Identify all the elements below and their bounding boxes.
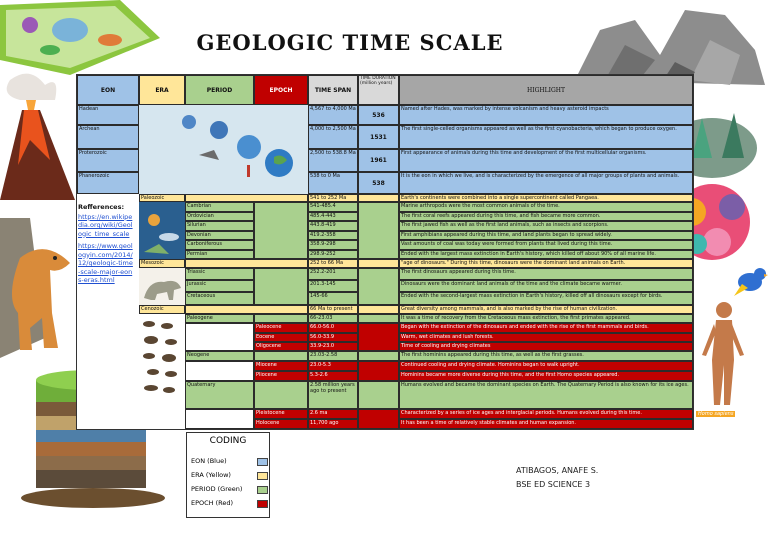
epoch-duration bbox=[358, 323, 399, 351]
coding-swatch bbox=[257, 500, 268, 508]
era-filler bbox=[185, 259, 308, 268]
coding-item-label: ERA (Yellow) bbox=[191, 471, 231, 479]
epoch-name: Eocene bbox=[254, 333, 308, 343]
epoch-span: 11,700 ago bbox=[308, 419, 358, 429]
header-era: ERA bbox=[139, 75, 185, 105]
epoch-name: Pliocene bbox=[254, 371, 308, 381]
period-epoch-filler bbox=[254, 381, 308, 409]
epoch-duration bbox=[358, 409, 399, 429]
neogene-blank bbox=[185, 361, 254, 381]
paleogene-blank bbox=[185, 323, 254, 351]
period-span: 541-485.4 bbox=[308, 202, 358, 212]
period-name: Devonian bbox=[185, 231, 254, 241]
period-duration bbox=[358, 351, 399, 361]
epoch-span: 56.0-33.9 bbox=[308, 333, 358, 343]
period-epoch-filler bbox=[254, 268, 308, 305]
period-highlight: First amphibians appeared during this time, and land plants began to spread widely. bbox=[399, 231, 693, 241]
era-filler bbox=[185, 305, 308, 314]
epoch-span: 2.6 ma bbox=[308, 409, 358, 419]
period-duration bbox=[358, 381, 399, 409]
coding-swatch bbox=[257, 486, 268, 494]
period-name: Neogene bbox=[185, 351, 254, 361]
period-duration bbox=[358, 268, 399, 305]
eon-duration: 536 bbox=[358, 105, 399, 125]
paleozoic-fossil-image bbox=[139, 202, 185, 259]
period-name: Carboniferous bbox=[185, 240, 254, 250]
period-highlight: The first coral reefs appeared during this time, and fish became more common. bbox=[399, 212, 693, 222]
eon-highlight: It is the eon in which we live, and is characterized by the emergence of all major groups of plants and animals. bbox=[399, 172, 693, 194]
page-title: GEOLOGIC TIME SCALE bbox=[196, 30, 504, 55]
period-name: Triassic bbox=[185, 268, 254, 280]
period-name: Paleogene bbox=[185, 314, 254, 323]
human-illustration bbox=[698, 300, 750, 410]
period-span: 443.8-419 bbox=[308, 221, 358, 231]
period-name: Cambrian bbox=[185, 202, 254, 212]
header-time-duration: TIME DURATION (million years) bbox=[358, 75, 399, 105]
bird-illustration bbox=[732, 262, 768, 298]
epoch-highlight: Began with the extinction of the dinosaurs and ended with the rise of the first mammals and birds. bbox=[399, 323, 693, 333]
period-span: 201.3-145 bbox=[308, 280, 358, 292]
epoch-highlight: Time of cooling and drying climates bbox=[399, 342, 693, 351]
period-highlight: Ended with the second-largest mass extinction in Earth's history, killed off all dinosaurs except for birds. bbox=[399, 292, 693, 305]
period-duration bbox=[358, 202, 399, 259]
reference-link[interactable]: https://en.wikipedia.org/wiki/Geologic_time_scale bbox=[78, 212, 133, 238]
epoch-span: 5.3-2.6 bbox=[308, 371, 358, 381]
eon-span: 4,567 to 4,000 Ma bbox=[308, 105, 358, 125]
period-name: Ordovician bbox=[185, 212, 254, 222]
coding-swatch bbox=[257, 472, 268, 480]
period-highlight: Marine arthropods were the most common animals of the time. bbox=[399, 202, 693, 212]
era-duration bbox=[358, 194, 399, 202]
epoch-name: Pleistocene bbox=[254, 409, 308, 419]
earth-evolution-image bbox=[139, 105, 308, 194]
plant-cell-illustration bbox=[0, 0, 160, 75]
period-span: 2.58 million years ago to present bbox=[308, 381, 358, 409]
period-highlight: Humans evolved and became the dominant species on Earth. The Quaternary Period is also known for its ice ages. bbox=[399, 381, 693, 409]
mesozoic-dinosaur-image bbox=[139, 268, 185, 305]
eon-name: Hadean bbox=[77, 105, 139, 125]
period-highlight: It was a time of recovery from the Cretaceous mass extinction, the first primates appeared. bbox=[399, 314, 693, 323]
period-highlight: Vast amounts of coal was today were formed from plants that lived during this time. bbox=[399, 240, 693, 250]
trex-illustration bbox=[0, 218, 78, 358]
period-span: 298.9-252 bbox=[308, 250, 358, 260]
era-span: 541 to 252 Ma bbox=[308, 194, 358, 202]
epoch-highlight: Continued cooling and drying climate. Hominins began to walk upright. bbox=[399, 361, 693, 371]
eon-duration: 1531 bbox=[358, 125, 399, 149]
era-span: 66 Ma to present bbox=[308, 305, 358, 314]
epoch-highlight: It has been a time of relatively stable climates and human expansion. bbox=[399, 419, 693, 429]
author-name: ATIBAGOS, ANAFE S. bbox=[516, 466, 599, 475]
eon-highlight: The first single-celled organisms appeared as well as the first cyanobacteria, which began to produce oxygen. bbox=[399, 125, 693, 149]
period-epoch-filler bbox=[254, 314, 308, 323]
era-name: Cenozoic bbox=[139, 305, 185, 314]
eon-highlight: First appearance of animals during this time and development of the first multicellular organisms. bbox=[399, 149, 693, 172]
references bbox=[78, 203, 134, 285]
eon-span: 4,000 to 2,500 Ma bbox=[308, 125, 358, 149]
period-name: Jurassic bbox=[185, 280, 254, 292]
eon-name: Phanerozoic bbox=[77, 172, 139, 194]
eon-span: 538 to 0 Ma bbox=[308, 172, 358, 194]
era-span: 252 to 66 Ma bbox=[308, 259, 358, 268]
era-name: Mesozoic bbox=[139, 259, 185, 268]
eon-duration: 1961 bbox=[358, 149, 399, 172]
epoch-highlight: Characterized by a series of ice ages and interglacial periods. Humans evolved during this time. bbox=[399, 409, 693, 419]
era-filler bbox=[185, 194, 308, 202]
period-name: Quaternary bbox=[185, 381, 254, 409]
period-span: 485.4-443 bbox=[308, 212, 358, 222]
epoch-highlight: Hominins became more diverse during this time, and the first Homo species appeared. bbox=[399, 371, 693, 381]
period-span: 252.2-201 bbox=[308, 268, 358, 280]
era-duration bbox=[358, 305, 399, 314]
period-span: 66-23.03 bbox=[308, 314, 358, 323]
era-name: Paleozoic bbox=[139, 194, 185, 202]
author-block bbox=[516, 464, 598, 492]
period-span: 358.9-298 bbox=[308, 240, 358, 250]
eon-duration: 538 bbox=[358, 172, 399, 194]
coding-legend bbox=[186, 432, 270, 518]
geologic-time-table bbox=[76, 74, 694, 430]
epoch-span: 33.9-23.0 bbox=[308, 342, 358, 351]
homo-sapiens-label: Homo sapiens bbox=[698, 411, 734, 417]
coding-title: CODING bbox=[209, 436, 247, 446]
era-highlight: Great diversity among mammals, and is also marked by the rise of human civilization. bbox=[399, 305, 693, 314]
epoch-name: Holocene bbox=[254, 419, 308, 429]
epoch-span: 66.0-56.0 bbox=[308, 323, 358, 333]
coding-swatch bbox=[257, 458, 268, 466]
coding-item-label: EPOCH (Red) bbox=[191, 499, 234, 507]
period-highlight: Dinosaurs were the dominant land animals of the time and the climate became warmer. bbox=[399, 280, 693, 292]
header-epoch: EPOCH bbox=[254, 75, 308, 105]
era-highlight: Earth's continents were combined into a single supercontinent called Pangaea. bbox=[399, 194, 693, 202]
epoch-duration bbox=[358, 361, 399, 381]
eon-span: 2,500 to 538.8 Ma bbox=[308, 149, 358, 172]
eon-highlight: Named after Hades, was marked by intense volcanism and heavy asteroid impacts bbox=[399, 105, 693, 125]
period-name: Silurian bbox=[185, 221, 254, 231]
period-highlight: The first dinosaurs appeared during this time. bbox=[399, 268, 693, 280]
coding-item-label: EON (Blue) bbox=[191, 457, 227, 465]
author-course: BSE ED SCIENCE 3 bbox=[516, 480, 591, 489]
period-name: Cretaceous bbox=[185, 292, 254, 305]
period-span: 419.2-358 bbox=[308, 231, 358, 241]
references-label: Refferences: bbox=[78, 203, 125, 211]
coding-item-label: PERIOD (Green) bbox=[191, 485, 243, 493]
period-highlight: The first hominins appeared during this time, as well as the first grasses. bbox=[399, 351, 693, 361]
eon-name: Archean bbox=[77, 125, 139, 149]
header-highlight: HIGHLIGHT bbox=[399, 75, 693, 105]
reference-link[interactable]: https://www.geologyin.com/2014/12/geologic-time-scale-major-eons-eras.html bbox=[78, 242, 133, 284]
period-highlight: Ended with the largest mass extinction in Earth's history, which killed off about 90% of all marine life. bbox=[399, 250, 693, 260]
period-epoch-filler bbox=[254, 202, 308, 259]
era-duration bbox=[358, 259, 399, 268]
header-eon: EON bbox=[77, 75, 139, 105]
period-epoch-filler bbox=[254, 351, 308, 361]
period-span: 23.03-2.58 bbox=[308, 351, 358, 361]
header-time-span: TIME SPAN bbox=[308, 75, 358, 105]
epoch-highlight: Warm, wet climates and lush forests. bbox=[399, 333, 693, 343]
volcano-illustration bbox=[0, 70, 75, 200]
quaternary-blank bbox=[185, 409, 254, 429]
epoch-span: 23.0-5.3 bbox=[308, 361, 358, 371]
eon-name: Proterozoic bbox=[77, 149, 139, 172]
period-span: 145-66 bbox=[308, 292, 358, 305]
epoch-name: Miocene bbox=[254, 361, 308, 371]
cenozoic-mammals-image bbox=[139, 314, 185, 429]
era-highlight: "age of dinosaurs." During this time, dinosaurs were the dominant land animals on Earth. bbox=[399, 259, 693, 268]
period-name: Permian bbox=[185, 250, 254, 260]
period-highlight: The first jawed fish as well as the first land animals, such as insects and scorpions. bbox=[399, 221, 693, 231]
epoch-name: Paleocene bbox=[254, 323, 308, 333]
period-duration bbox=[358, 314, 399, 323]
epoch-name: Oligocene bbox=[254, 342, 308, 351]
header-period: PERIOD bbox=[185, 75, 254, 105]
